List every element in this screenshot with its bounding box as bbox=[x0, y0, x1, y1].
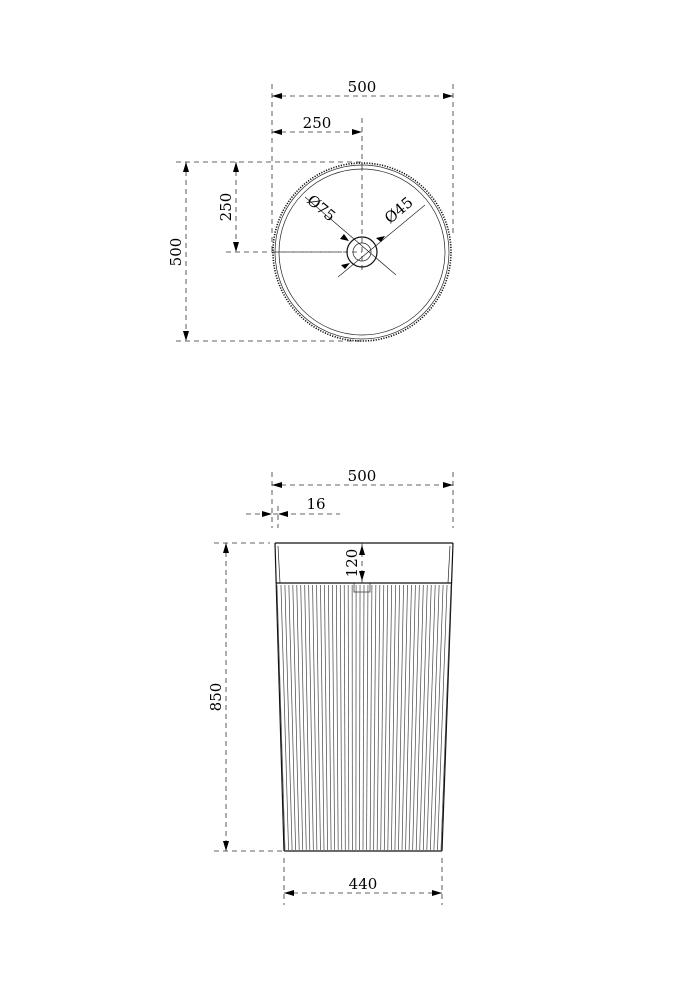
flute-line bbox=[377, 585, 380, 850]
flute-line bbox=[370, 585, 372, 850]
flute-line bbox=[416, 585, 423, 850]
basin-right-edge bbox=[442, 543, 453, 851]
top-half-width-dimension bbox=[272, 114, 362, 135]
flute-line bbox=[388, 585, 392, 850]
side-width-label: 500 bbox=[347, 467, 377, 485]
flute-line bbox=[313, 585, 317, 850]
flute-line bbox=[289, 585, 296, 850]
flute-line bbox=[344, 585, 345, 850]
top-height-label: 500 bbox=[167, 237, 185, 267]
flute-line bbox=[340, 585, 341, 850]
flute-line bbox=[409, 585, 415, 850]
side-view bbox=[207, 467, 453, 905]
flute-line bbox=[384, 585, 387, 850]
side-height-label: 850 bbox=[207, 682, 225, 712]
flute-line bbox=[420, 585, 428, 850]
basin-left-edge bbox=[275, 543, 284, 851]
flute-line bbox=[293, 585, 299, 850]
flute-line bbox=[363, 585, 364, 850]
flute-line bbox=[391, 585, 395, 850]
fluted-pedestal bbox=[277, 585, 451, 850]
outer-diameter-label: Ø75 bbox=[303, 191, 340, 226]
bowl-depth-dimension bbox=[343, 543, 365, 583]
wall-thickness-label: 16 bbox=[306, 495, 326, 513]
top-height-dimension bbox=[167, 162, 189, 341]
top-half-height-dimension bbox=[217, 162, 239, 252]
flute-line bbox=[317, 585, 321, 850]
side-height-dimension bbox=[207, 543, 229, 851]
flute-line bbox=[321, 585, 325, 850]
flute-line bbox=[423, 585, 431, 850]
top-view bbox=[167, 78, 453, 341]
flute-line bbox=[413, 585, 420, 850]
flute-line bbox=[281, 585, 289, 850]
flute-line bbox=[374, 585, 376, 850]
flute-line bbox=[381, 585, 384, 850]
drain-diameter-label: Ø45 bbox=[380, 193, 417, 228]
top-width-label: 500 bbox=[347, 78, 377, 96]
flute-line bbox=[332, 585, 334, 850]
base-width-label: 440 bbox=[348, 875, 378, 893]
base-width-dimension bbox=[284, 875, 442, 896]
flute-line bbox=[277, 585, 285, 850]
top-half-width-label: 250 bbox=[302, 114, 332, 132]
flute-line bbox=[359, 585, 360, 850]
side-width-dimension bbox=[272, 467, 453, 488]
flute-line bbox=[427, 585, 435, 850]
flute-line bbox=[324, 585, 327, 850]
flute-line bbox=[285, 585, 292, 850]
bowl-depth-label: 120 bbox=[343, 548, 361, 578]
top-half-height-label: 250 bbox=[217, 192, 235, 222]
top-width-dimension bbox=[272, 78, 453, 99]
flute-line bbox=[336, 585, 338, 850]
flute-line bbox=[328, 585, 331, 850]
flute-line bbox=[430, 585, 439, 850]
flute-line bbox=[348, 585, 349, 850]
flute-line bbox=[434, 585, 443, 850]
flute-line bbox=[367, 585, 368, 850]
wall-thickness-dimension bbox=[246, 495, 340, 517]
